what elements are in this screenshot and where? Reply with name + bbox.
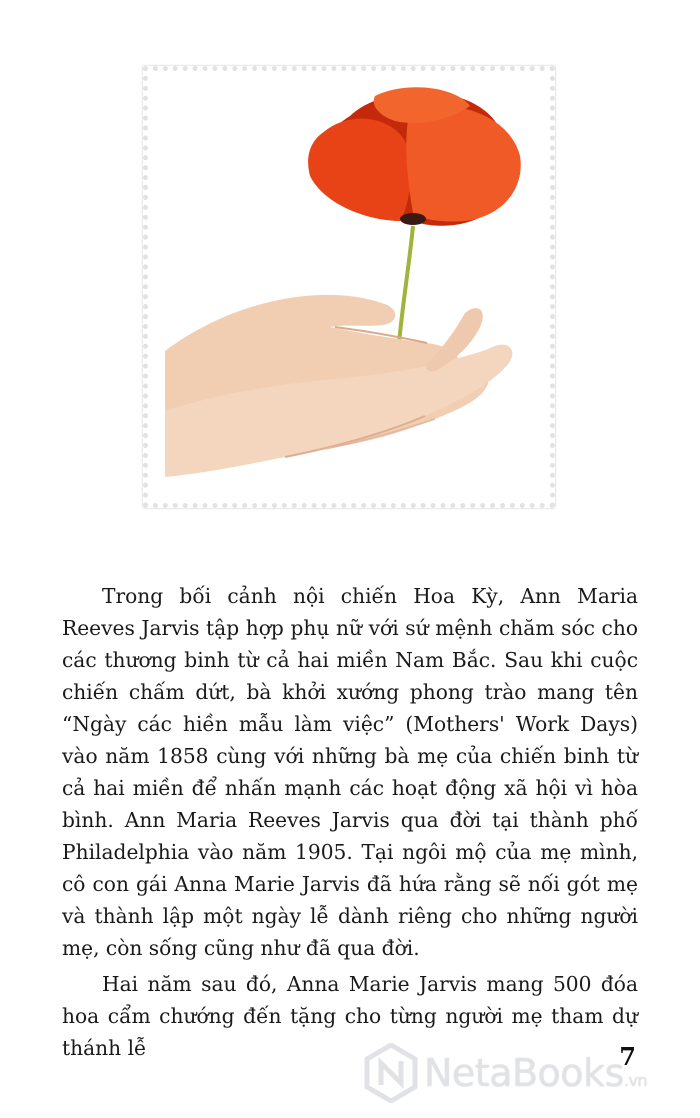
page-number: 7	[619, 1042, 636, 1071]
poppy-hands-illustration	[165, 81, 535, 496]
netabooks-logo-icon	[364, 1043, 418, 1103]
netabooks-watermark	[364, 1040, 684, 1106]
poppy-stem	[399, 226, 413, 343]
paragraph-1: Trong bối cảnh nội chiến Hoa Kỳ, Ann Maria Reeves Jarvis tập hợp phụ nữ với sứ mệnh chăm sóc cho các thương binh từ cả hai miền Nam Bắc. Sau khi cuộc chiến chấm dứt, bà khởi xướng phong trào mang tên “Ngày các hiền mẫu làm việc” (Mothers' Work Days) vào năm 1858 cùng với những bà mẹ của chiến binh từ cả hai miền để nhấn mạnh các hoạt động xã hội vì hòa bình. Ann Maria Reeves Jarvis qua đời tại thành phố Philadelphia vào năm 1905. Tại ngôi mộ của mẹ mình, cô con gái Anna Marie Jarvis đã hứa rằng sẽ nối gót mẹ và thành lập một ngày lễ dành riêng cho những người mẹ, còn sống cũng như đã qua đời.	[62, 584, 638, 960]
poppy-center	[400, 213, 426, 225]
poppy-petal-right	[406, 106, 520, 222]
poppy-petal-left	[308, 119, 410, 221]
poppy-illustration-frame	[143, 66, 555, 508]
body-text	[62, 580, 638, 1068]
watermark-brand: NetaBooks.vn	[424, 1051, 648, 1095]
paragraph-2: Hai năm sau đó, Anna Marie Jarvis mang 500 đóa hoa cẩm chướng đến tặng cho từng người mẹ tham dự thánh lễ	[62, 972, 638, 1060]
